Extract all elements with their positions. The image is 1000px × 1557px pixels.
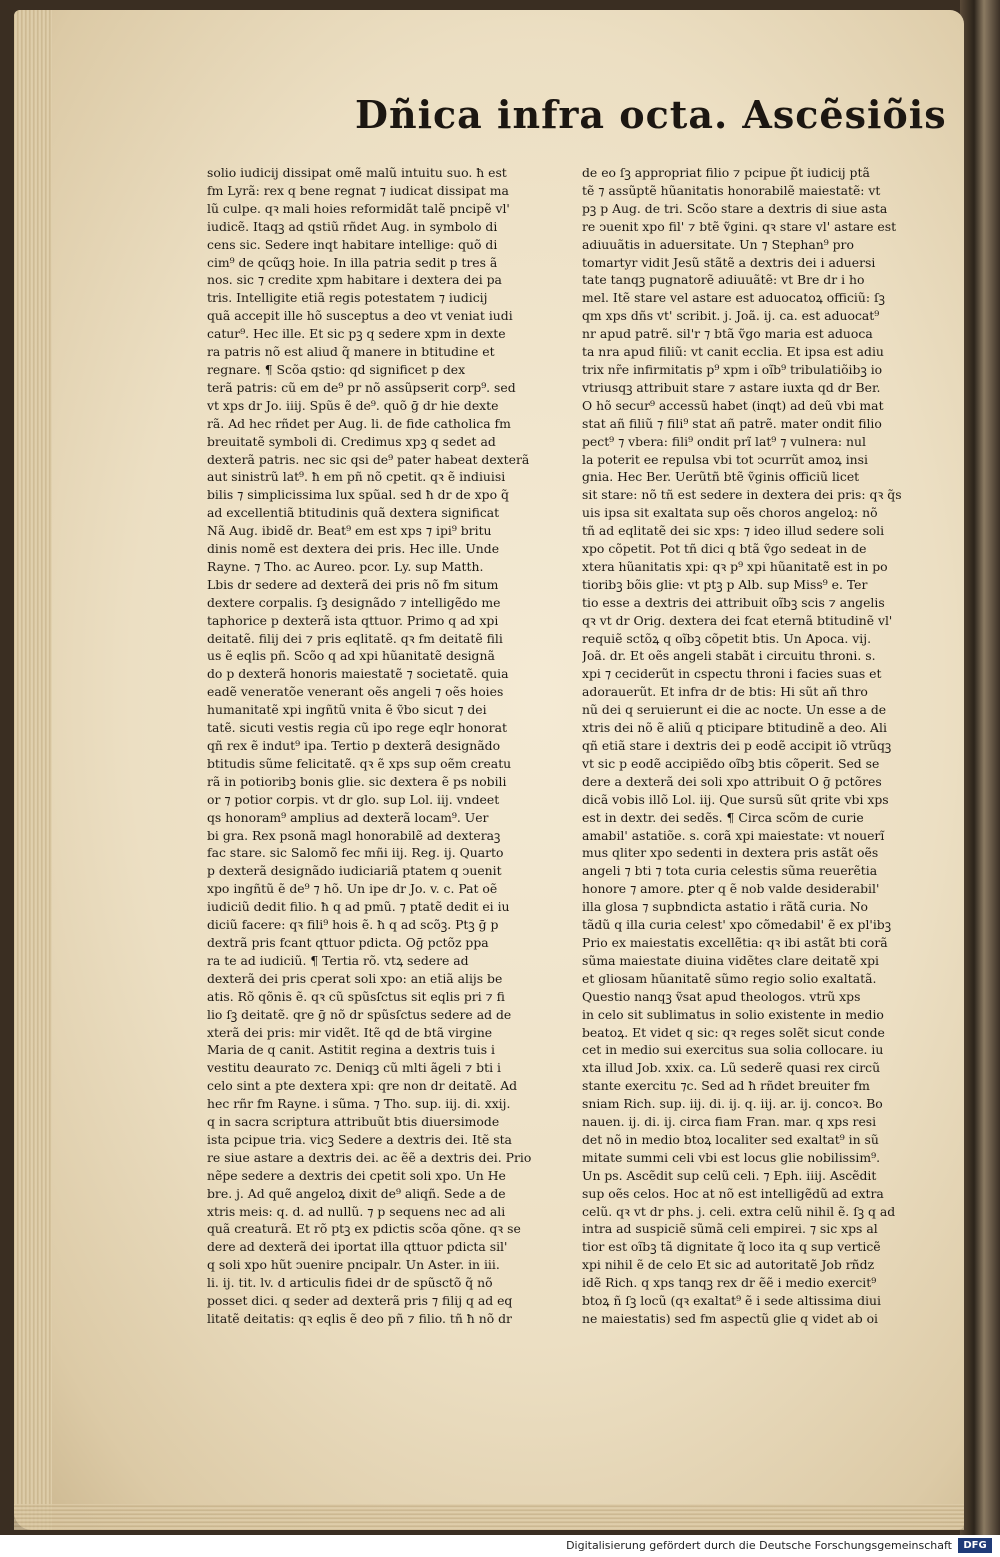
text-line: solio iudicij dissipat omẽ malũ intuitu suo. ħ est: [207, 165, 507, 180]
text-line: mitate summi celi vbi est locus glie nobilissim⁹.: [582, 1149, 881, 1165]
funding-notice: Digitalisierung gefördert durch die Deutsche Forschungsgemeinschaft: [566, 1539, 952, 1552]
text-line: pꝫ p Aug. de tri. Scõo stare a dextris di siue asta: [582, 200, 888, 216]
text-line: tate tanqꝫ pugnatorẽ adiuuãtẽ: vt Bre dr i ho: [582, 272, 865, 288]
text-line: ra te ad iudiciũ. ¶ Tertia rõ. vtꝝ sedere ad: [207, 952, 469, 968]
text-line: taphorice p dexterã ista qttuor. Primo q ad xpi: [207, 612, 499, 628]
text-line: re siue astare a dextris dei. ac ẽẽ a dextris dei. Prio: [207, 1149, 532, 1165]
text-line: nũ dei q seruierunt ei die ac nocte. Un esse a de: [582, 702, 887, 718]
text-line: idẽ Rich. q xps tanqꝫ rex dr ẽẽ i medio exercit⁹: [582, 1275, 877, 1291]
text-line: stat añ filiũ ⁊ fili⁹ stat añ patrẽ. mater ondit filio: [582, 415, 882, 431]
text-line: xtris dei nõ ẽ aliũ q pticipare btitudinẽ a deo. Ali: [582, 720, 887, 736]
text-line: humanitatẽ xpi ingñtũ vnita ẽ ṽbo sicut ⁊ dei: [207, 702, 487, 718]
text-line: requiẽ sctõꝝ q oĩbꝫ cõpetit btis. Un Apoca. vij.: [582, 630, 872, 646]
text-column-right: [582, 164, 942, 1328]
text-line: tãdũ q illa curia celest' xpo cõmedabil' ẽ ex pl'ibꝫ: [582, 917, 892, 933]
text-line: tris. Intelligite etiã regis potestatem ⁊ iudicij: [207, 290, 488, 306]
text-line: honore ⁊ amore. ꝑter q ẽ nob valde desiderabil': [582, 881, 880, 897]
text-line: nẽpe sedere a dextris dei cpetit soli xpo. Un He: [207, 1167, 506, 1183]
text-line: det nõ in medio btoꝝ localiter sed exaltat⁹ in sũ: [582, 1131, 879, 1147]
text-line: nr apud patrẽ. sil'r ⁊ btã ṽgo maria est aduoca: [582, 326, 873, 342]
text-line: dextrã pris fcant qttuor pdicta. Oḡ pctõz ppa: [207, 934, 489, 950]
text-line: est in dextr. dei sedẽs. ¶ Circa scõm de curie: [582, 809, 864, 825]
text-line: celũ. qꝛ vt dr phs. j. celi. extra celũ nihil ẽ. ſꝫ q ad: [582, 1203, 896, 1219]
dfg-logo: DFG: [958, 1538, 992, 1553]
text-line: mel. Itẽ stare vel astare est aduocatoꝝ officiũ: ſꝫ: [582, 290, 885, 306]
text-line: Questio nanqꝫ ṽsat apud theologos. vtrũ xps: [582, 988, 861, 1004]
text-line: sit stare: nõ tñ est sedere in dextera dei pris: qꝛ q̃s: [582, 487, 902, 503]
text-line: intra ad suspiciẽ sũmã celi empirei. ⁊ sic xps al: [582, 1221, 878, 1237]
text-line: posset dici. q seder ad dexterã pris ⁊ filij q ad eq: [207, 1293, 513, 1309]
text-line: cens sic. Sedere inqt habitare intellige: quõ di: [207, 236, 498, 252]
text-line: quã creaturã. Et rõ ptꝫ ex pdictis scõa qõne. qꝛ se: [207, 1221, 521, 1237]
text-line: nauen. ij. di. ij. circa fiam Fran. mar. q xps resi: [582, 1114, 877, 1130]
text-line: xpi nihil ẽ de celo Et sic ad autoritatẽ Job rñdz: [582, 1257, 875, 1273]
text-line: xpo ingñtũ ẽ de⁹ ⁊ hõ. Un ipe dr Jo. v. c. Pat oẽ: [207, 881, 498, 897]
text-line: adorauerũt. Et infra dr de btis: Hi sũt añ thro: [582, 684, 868, 700]
text-line: btoꝝ ñ ſꝫ locũ (qꝛ exaltat⁹ ẽ i sede altissima diui: [582, 1293, 881, 1309]
text-line: bre. j. Ad quẽ angeloꝝ dixit de⁹ aliqñ. Sede a de: [207, 1185, 506, 1201]
text-line: dexterã dei pris cperat soli xpo: an etiã alijs be: [207, 970, 503, 986]
text-line: xpi ⁊ ceciderũt in cspectu throni i facies suas et: [582, 666, 882, 682]
text-line: regnare. ¶ Scõa qstio: qd significet p dex: [207, 361, 466, 377]
text-line: Maria de q canit. Astitit regina a dextris tuis i: [207, 1042, 495, 1058]
text-line: sniam Rich. sup. iij. di. ij. q. iij. ar. ij. concoꝛ. Bo: [582, 1096, 883, 1112]
text-line: eadẽ veneratõe venerant oẽs angeli ⁊ oẽs hoies: [207, 684, 504, 700]
text-line: Nã Aug. ibidẽ dr. Beat⁹ em est xps ⁊ ipi⁹ britu: [207, 523, 492, 539]
text-line: tẽ ⁊ assũptẽ hũanitatis honorabilẽ maiestatẽ: vt: [582, 182, 881, 198]
text-line: tio esse a dextris dei attribuit oĩbꝫ scis ⁊ angelis: [582, 594, 885, 610]
text-line: ra patris nõ est aliud q̃ manere in btitudine et: [207, 344, 495, 360]
text-line: qs honoram⁹ amplius ad dexterã locam⁹. Uer: [207, 809, 489, 825]
text-line: rã in potioribꝫ bonis glie. sic dextera ẽ ps nobili: [207, 773, 507, 789]
text-line: vt sic p eodẽ accipiẽdo oĩbꝫ btis cõperit. Sed se: [582, 755, 880, 771]
text-line: fac stare. sic Salomõ fec mñi iij. Reg. ij. Quarto: [207, 845, 504, 861]
text-line: cim⁹ de qcũqꝫ hoie. In illa patria sedit p tres ã: [207, 254, 498, 270]
text-line: Lbis dr sedere ad dexterã dei pris nõ fm situm: [207, 576, 499, 592]
text-line: breuitatẽ symboli di. Credimus xpꝫ q sedet ad: [207, 433, 496, 449]
text-line: li. ij. tit. lv. d articulis fidei dr de spũsctõ q̃ nõ: [207, 1275, 493, 1291]
text-line: dextere corpalis. ſꝫ designãdo ⁊ intelligẽdo me: [207, 594, 501, 610]
text-line: Rayne. ⁊ Tho. ac Aureo. pcor. Ly. sup Matth.: [207, 558, 484, 574]
text-line: illa glosa ⁊ supbndicta astatio i rãtã curia. No: [582, 899, 869, 915]
text-line: xterã dei pris: mir vidẽt. Itẽ qd de btã virgine: [207, 1024, 493, 1040]
text-line: adiuuãtis in aduersitate. Un ⁊ Stephan⁹ pro: [582, 236, 854, 252]
text-column-left: [207, 164, 564, 1328]
text-line: qñ rex ẽ indut⁹ ipa. Tertio p dexterã designãdo: [207, 738, 501, 753]
text-line: tñ ad eqlitatẽ dei sic xps: ⁊ ideo illud sedere soli: [582, 523, 885, 539]
text-line: pect⁹ ⁊ vbera: fili⁹ ondit prĩ lat⁹ ⁊ vulnera: nul: [582, 433, 866, 449]
text-line: vtriusqꝫ attribuit stare ⁊ astare iuxta qd dr Ber.: [582, 379, 881, 395]
text-line: vestitu deaurato ⁊c. Deniqꝫ cũ mlti ãgeli ⁊ bti i: [207, 1060, 501, 1076]
text-line: dicã vobis illõ Lol. iij. Que sursũ sũt qrite vbi xps: [582, 791, 889, 807]
text-line: btitudis sũme felicitatẽ. qꝛ ẽ xps sup oẽm creatu: [207, 755, 512, 771]
text-line: litatẽ deitatis: qꝛ eqlis ẽ deo pñ ⁊ filio. tñ ħ nõ dr: [207, 1311, 512, 1326]
text-line: rã. Ad hec rñdet per Aug. li. de fide catholica fm: [207, 415, 511, 431]
footer-bar: [0, 1535, 1000, 1557]
text-line: in celo sit sublimatus in solio existente in medio: [582, 1006, 884, 1022]
text-line: cet in medio sui exercitus sua solia collocare. iu: [582, 1042, 884, 1058]
text-line: tioribꝫ bõis glie: vt ptꝫ p Alb. sup Miss⁹ e. Ter: [582, 576, 868, 592]
text-line: dere a dexterã dei soli xpo attribuit O ḡ pctõres: [582, 773, 882, 789]
text-line: celo sint a pte dextera xpi: qre non dr deitatẽ. Ad: [207, 1078, 518, 1094]
text-line: Joã. dr. Et oẽs angeli stabãt i circuitu throni. s.: [582, 648, 876, 664]
text-line: aut sinistrũ lat⁹. ħ em pñ nõ cpetit. qꝛ ẽ indiuisi: [207, 469, 506, 485]
text-line: uis ipsa sit exaltata sup oẽs choros angeloꝝ: nõ: [582, 505, 878, 521]
text-line: qñ etiã stare i dextris dei p eodẽ accipit iõ vtrũqꝫ: [582, 738, 892, 753]
text-line: stante exercitu ⁊c. Sed ad ħ rñdet breuiter fm: [582, 1078, 870, 1094]
text-line: sup oẽs celos. Hoc at nõ est intelligẽdũ ad extra: [582, 1185, 884, 1201]
text-line: q in sacra scriptura attribuũt btis diuersimode: [207, 1114, 500, 1130]
text-line: iudicẽ. Itaqꝫ ad qstiũ rñdet Aug. in symbolo di: [207, 218, 498, 234]
text-line: de eo ſꝫ appropriat filio ⁊ pcipue p̃t iudicij ptã: [582, 165, 870, 180]
text-line: et gliosam hũanitatẽ sũmo regio solio exaltatã.: [582, 970, 877, 986]
text-line: deitatẽ. filij dei ⁊ pris eqlitatẽ. qꝛ fm deitatẽ fili: [207, 630, 503, 646]
text-line: tatẽ. sicuti vestis regia cũ ipo rege eqlr honorat: [207, 720, 507, 736]
text-line: ista pcipue tria. vicꝫ Sedere a dextris dei. Itẽ sta: [207, 1131, 512, 1147]
text-line: p dexterã designãdo iudiciariã ptatem q ↄuenit: [207, 863, 502, 879]
text-line: dexterã patris. nec sic qsi de⁹ pater habeat dexterã: [207, 451, 530, 467]
text-line: tior est oĩbꝫ tã dignitate q̃ loco ita q sup verticẽ: [582, 1239, 881, 1255]
text-line: catur⁹. Hec ille. Et sic pꝫ q sedere xpm in dexte: [207, 326, 506, 342]
text-line: la poterit ee repulsa vbi tot ↄcurrũt amoꝝ insi: [582, 451, 868, 467]
text-line: lio ſꝫ deitatẽ. qre ḡ nõ dr spũsſctus sedere ad de: [207, 1006, 512, 1022]
text-line: do p dexterã honoris maiestatẽ ⁊ societatẽ. quia: [207, 666, 509, 682]
text-line: nos. sic ⁊ credite xpm habitare i dextera dei pa: [207, 272, 502, 288]
text-line: diciũ facere: qꝛ fili⁹ hois ẽ. ħ q ad scõꝫ. Ptꝫ ḡ p: [207, 917, 499, 933]
text-line: iudiciũ dedit filio. ħ q ad pmũ. ⁊ ptatẽ dedit ei iu: [207, 899, 510, 915]
text-line: lũ culpe. qꝛ mali hoies reformidãt talẽ pncipẽ vl': [207, 200, 510, 216]
book-binding: [960, 0, 1000, 1535]
text-line: angeli ⁊ bti ⁊ tota curia celestis sũma reuerẽtia: [582, 863, 878, 879]
text-line: ad excellentiã btitudinis quã dextera significat: [207, 505, 500, 521]
text-line: hec rñr fm Rayne. i sũma. ⁊ Tho. sup. iij. di. xxij.: [207, 1096, 511, 1112]
page-edge-left: [14, 10, 52, 1530]
running-header: Dñica infra octa. Ascẽsiõis: [355, 92, 947, 137]
text-line: xta illud Job. xxix. ca. Lũ sederẽ quasi rex circũ: [582, 1060, 881, 1076]
text-line: fm Lyrã: rex q bene regnat ⁊ iudicat dissipat ma: [207, 182, 509, 198]
text-line: xtris meis: q. d. ad nullũ. ⁊ p sequens nec ad ali: [207, 1203, 506, 1219]
text-line: O hõ secur⁹ accessũ habet (inqt) ad deũ vbi mat: [582, 397, 884, 413]
text-line: qꝛ vt dr Orig. dextera dei fcat eternã btitudinẽ vl': [582, 612, 893, 628]
text-line: sũma maiestate diuina vidẽtes clare deitatẽ xpi: [582, 952, 880, 968]
text-line: gnia. Hec Ber. Uerũtñ btẽ ṽginis officiũ licet: [582, 469, 860, 485]
text-line: vt xps dr Jo. iiij. Spũs ẽ de⁹. quõ ḡ dr hie dexte: [207, 397, 499, 413]
text-line: atis. Rõ qõnis ẽ. qꝛ cũ spũsſctus sit eqlis pri ⁊ fi: [207, 988, 505, 1004]
text-line: bi gra. Rex psonã magl honorabilẽ ad dexteraꝫ: [207, 827, 501, 843]
text-line: qm xps dñs vt' scribit. j. Joã. ij. ca. est aduocat⁹: [582, 308, 880, 324]
text-line: bilis ⁊ simplicissima lux spũal. sed ħ dr de xpo q̃: [207, 487, 509, 503]
text-line: Un ps. Ascẽdit sup celũ celi. ⁊ Eph. iiij. Ascẽdit: [582, 1167, 877, 1183]
text-line: quã accepit ille hõ susceptus a deo vt veniat iudi: [207, 308, 513, 324]
text-line: q soli xpo hũt ↄuenire pncipalr. Un Aster. in iii.: [207, 1257, 500, 1273]
page-edge-bottom: [14, 1504, 964, 1530]
text-line: xpo cõpetit. Pot tñ dici q btã ṽgo sedeat in de: [582, 541, 867, 557]
text-line: amabil' astatiõe. s. corã xpi maiestate: vt nouerĩ: [582, 827, 885, 843]
text-line: terã patris: cũ em de⁹ pr nõ assũpserit corp⁹. sed: [207, 379, 516, 395]
text-line: dere ad dexterã dei iportat illa qttuor pdicta sil': [207, 1239, 508, 1255]
text-line: dinis nomẽ est dextera dei pris. Hec ille. Unde: [207, 541, 500, 557]
text-line: trix nr̃e infirmitatis p⁹ xpm i oĩb⁹ tribulatiõibꝫ io: [582, 361, 883, 377]
text-line: beatoꝝ. Et videt q sic: qꝛ reges solẽt sicut conde: [582, 1024, 885, 1040]
text-line: mus qliter xpo sedenti in dextera pris astãt oẽs: [582, 845, 879, 861]
text-line: Prio ex maiestatis excellẽtia: qꝛ ibi astãt bti corã: [582, 934, 888, 950]
text-line: tomartyr vidit Jesũ stãtẽ a dextris dei i aduersi: [582, 254, 876, 270]
text-line: or ⁊ potior corpis. vt dr glo. sup Lol. iij. vndeet: [207, 791, 500, 807]
text-line: ta nra apud filiũ: vt canit ecclia. Et ipsa est adiu: [582, 344, 884, 360]
text-line: re ↄuenit xpo fil' ⁊ btẽ ṽgini. qꝛ stare vl' astare est: [582, 218, 897, 234]
text-line: xtera hũanitatis xpi: qꝛ p⁹ xpi hũanitatẽ est in po: [582, 558, 888, 574]
text-line: ne maiestatis) sed fm aspectũ glie q videt ab oi: [582, 1311, 878, 1326]
text-line: us ẽ eqlis pñ. Scõo q ad xpi hũanitatẽ designã: [207, 648, 495, 664]
